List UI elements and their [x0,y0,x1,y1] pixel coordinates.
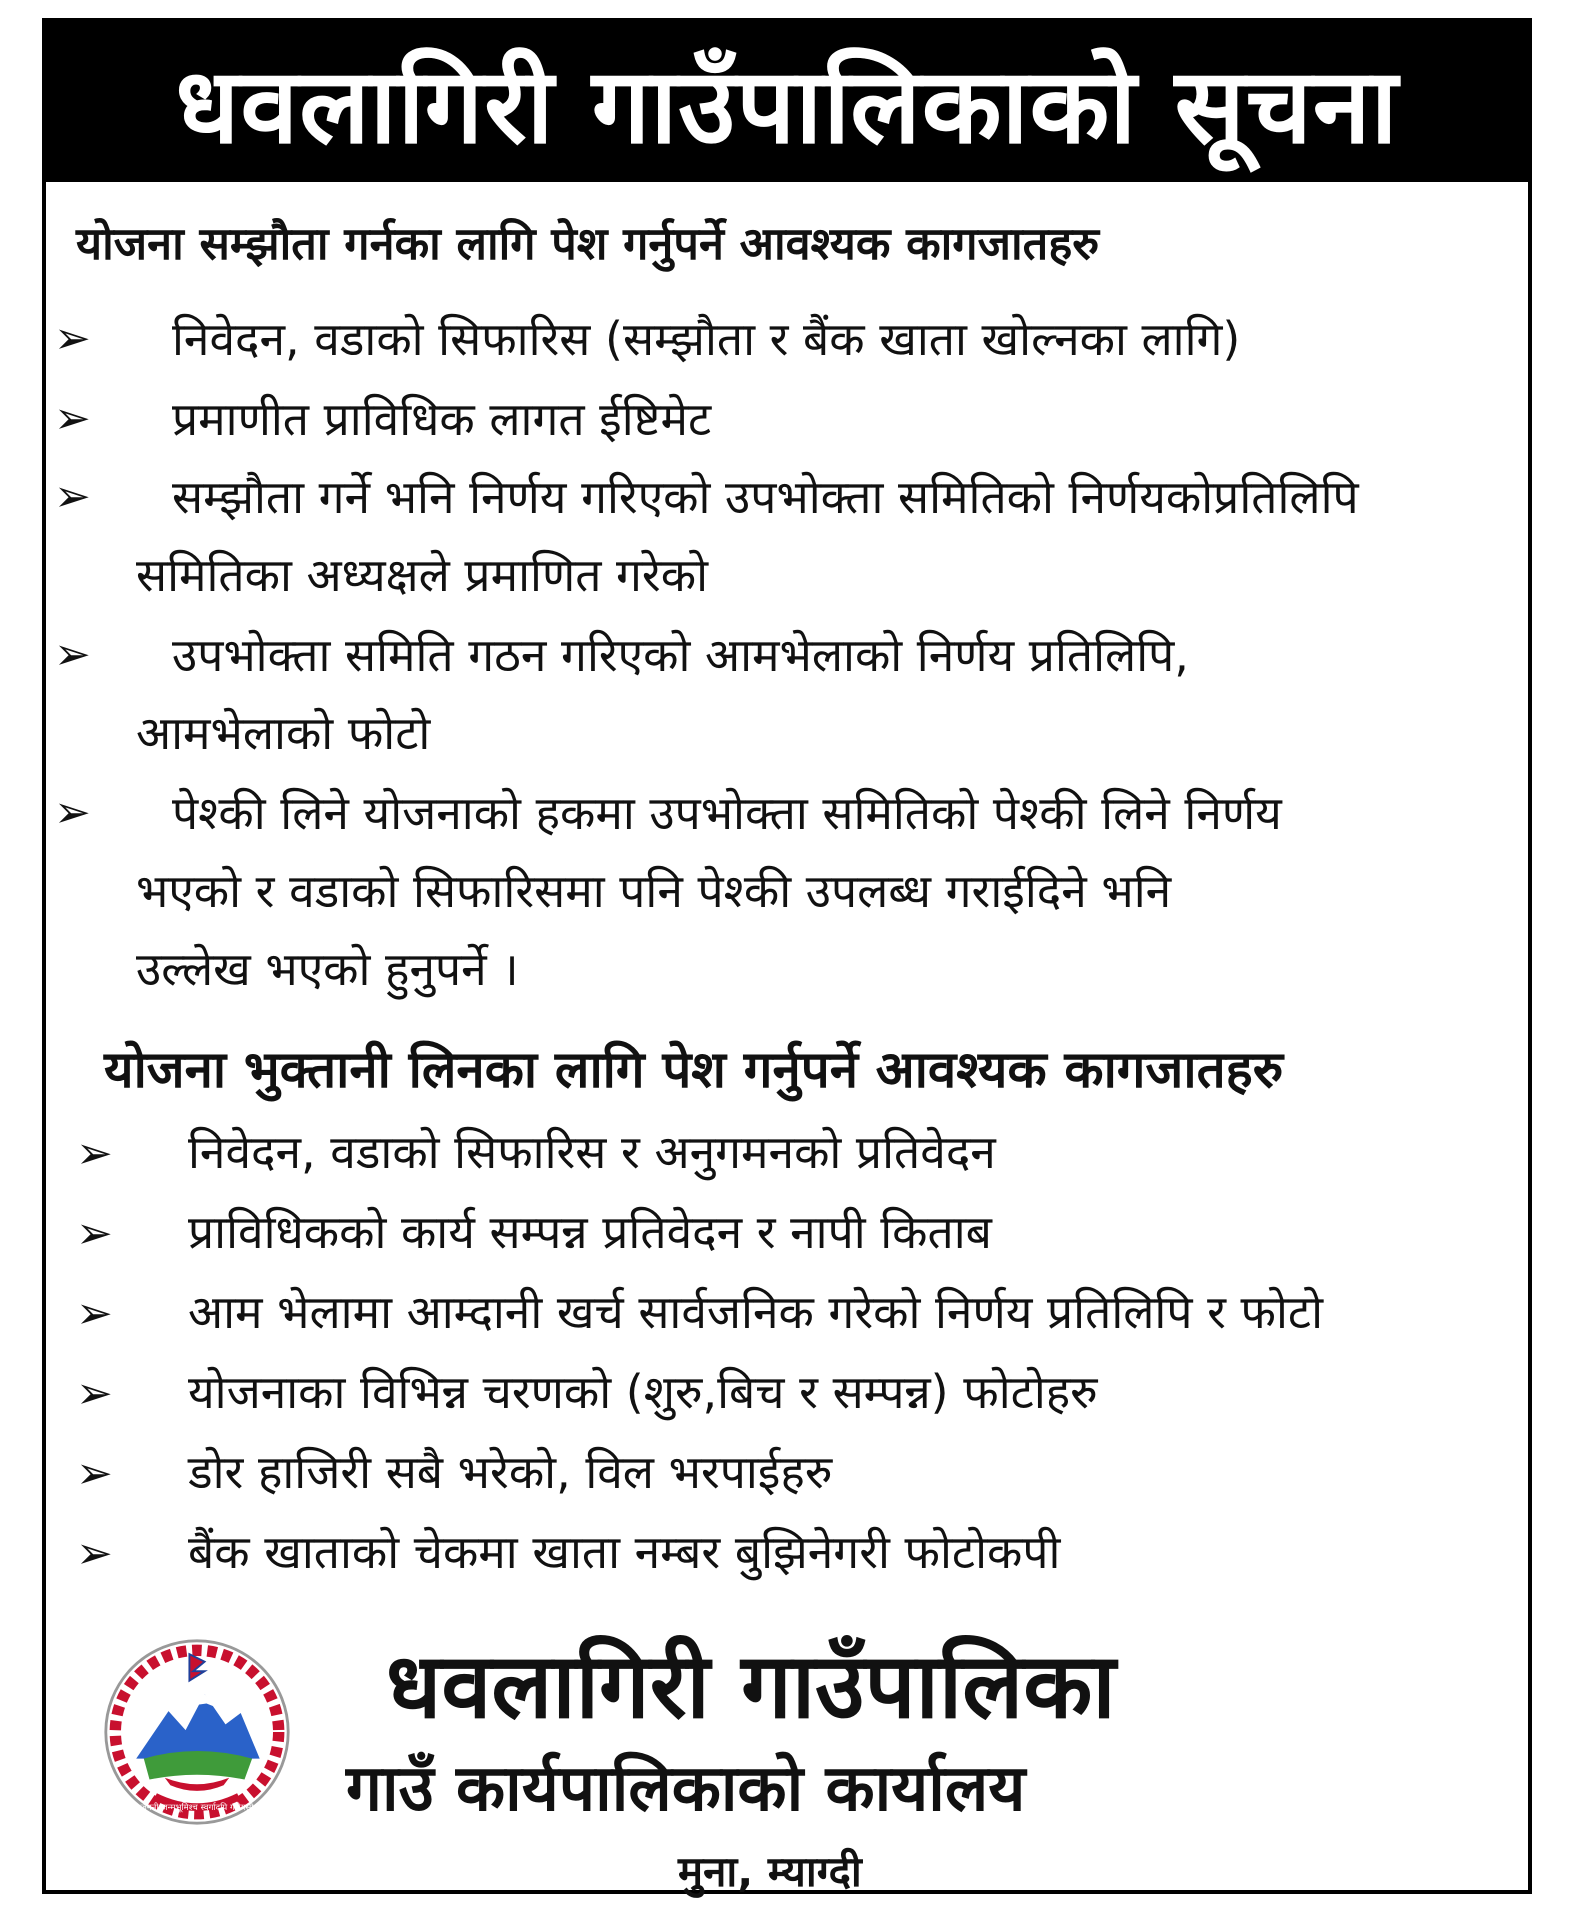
arrow-bullet-icon: ➢ [54,313,91,364]
arrow-bullet-icon: ➢ [76,1288,113,1339]
notice-title: धवलागिरी गाउँपालिकाको सूचना [46,22,1528,182]
list-item [76,1360,1526,1440]
list-item-text: बैंक खाताको चेकमा खाता नम्बर बुझिनेगरी फोटोकपी [188,1525,1061,1579]
arrow-bullet-icon: ➢ [76,1128,113,1179]
office-name: गाउँ कार्यपालिकाको कार्यालय [346,1752,1026,1826]
list-item [54,623,1524,781]
arrow-bullet-icon: ➢ [76,1368,113,1419]
list-item-text: प्राविधिकको कार्य सम्पन्न प्रतिवेदन र नापी किताब [188,1205,992,1259]
list-item-text: योजनाका विभिन्न चरणको (शुरु,बिच र सम्पन्न) फोटोहरु [188,1365,1098,1419]
payment-section-heading: योजना भुक्तानी लिनका लागि पेश गर्नुपर्ने आवश्यक कागजातहरु [104,1041,1284,1100]
list-item [76,1200,1526,1280]
list-item [76,1520,1526,1600]
arrow-bullet-icon: ➢ [76,1208,113,1259]
list-item [54,465,1524,623]
list-item-text-continued: आमभेलाको फोटो [136,706,431,760]
list-item-text: आम भेलामा आम्दानी खर्च सार्वजनिक गरेको निर्णय प्रतिलिपि र फोटो [188,1285,1323,1339]
list-item-text: पेश्की लिने योजनाको हकमा उपभोक्ता समितिको पेश्की लिने निर्णय [172,786,1282,840]
list-item [54,387,1524,465]
emblem-motto: जननी जन्मभूमिश्च स्वर्गादपि गरीयसी [140,1802,254,1813]
list-item-text: निवेदन, वडाको सिफारिस (सम्झौता र बैंक खाता खोल्नका लागि) [172,312,1241,366]
arrow-bullet-icon: ➢ [54,629,91,680]
list-item-text: निवेदन, वडाको सिफारिस र अनुगमनको प्रतिवेदन [188,1125,996,1179]
list-item-text: डोर हाजिरी सबै भरेको, विल भरपाईहरु [188,1445,833,1499]
list-item [76,1280,1526,1360]
list-item-text-continued: भएको र वडाको सिफारिसमा पनि पेश्की उपलब्ध गराईदिने भनि [136,864,1172,918]
list-item-text: उपभोक्ता समिति गठन गरिएको आमभेलाको निर्णय प्रतिलिपि, [172,628,1189,682]
list-item-text-continued: समितिका अध्यक्षले प्रमाणित गरेको [136,548,708,602]
list-item [76,1120,1526,1200]
arrow-bullet-icon: ➢ [54,393,91,444]
municipality-name: धवलागिरी गाउँपालिका [386,1634,1116,1739]
arrow-bullet-icon: ➢ [76,1448,113,1499]
agreement-section-heading: योजना सम्झौता गर्नका लागि पेश गर्नुपर्ने आवश्यक कागजातहरु [76,217,1100,270]
list-item [54,307,1524,387]
agreement-documents-list [54,307,1524,1011]
list-item-text: सम्झौता गर्ने भनि निर्णय गरिएको उपभोक्ता समितिको निर्णयकोप्रतिलिपि [172,470,1359,524]
notice-frame [42,18,1532,1894]
payment-documents-list [76,1120,1526,1600]
arrow-bullet-icon: ➢ [54,787,91,838]
list-item-text: प्रमाणीत प्राविधिक लागत ईष्टिमेट [172,392,712,446]
list-item [54,781,1524,1011]
nepal-government-emblem-icon [102,1637,292,1827]
list-item [76,1440,1526,1520]
arrow-bullet-icon: ➢ [54,471,91,522]
arrow-bullet-icon: ➢ [76,1528,113,1579]
office-address: मुना, म्याग्दी [678,1847,862,1896]
list-item-text-continued: उल्लेख भएको हुनुपर्ने । [136,942,519,996]
footer [46,1602,1528,1896]
